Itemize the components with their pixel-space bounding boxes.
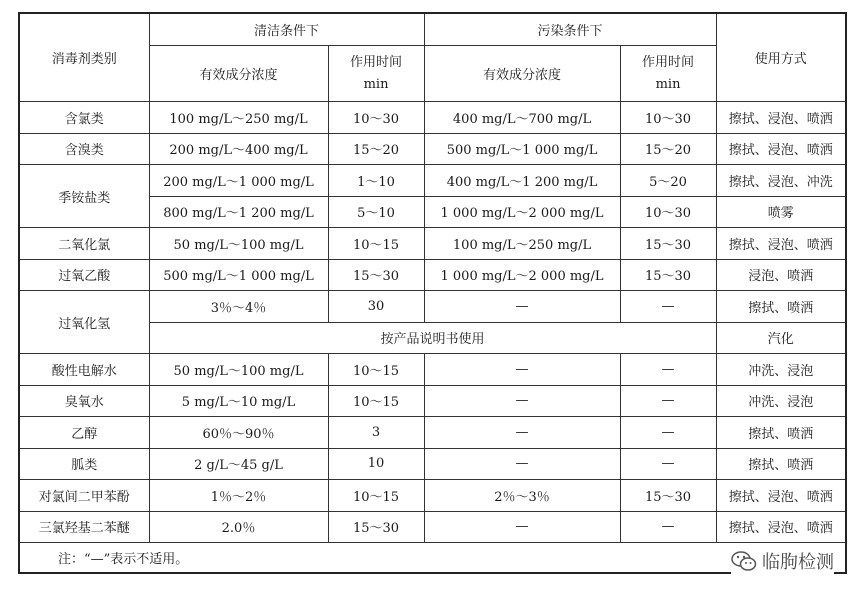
cell-time-clean: 1～10 (328, 165, 424, 197)
cell-conc-dirty: 1 000 mg/L～2 000 mg/L (424, 196, 620, 228)
cell-time-dirty: 10～30 (620, 196, 716, 228)
cell-conc-dirty: 1 000 mg/L～2 000 mg/L (424, 259, 620, 291)
cell-product-instructions: 按产品说明书使用 (149, 322, 716, 354)
cell-time-dirty: 15～30 (620, 228, 716, 260)
header-time-clean: 作用时间 min (328, 46, 424, 102)
table-row (19, 417, 846, 449)
cell-conc-clean: 200 mg/L～400 mg/L (149, 133, 328, 165)
cell-name: 含氯类 (19, 102, 149, 134)
cell-time-dirty: 10～30 (620, 102, 716, 134)
cell-time-clean: 10～15 (328, 385, 424, 417)
cell-time-clean: 3 (328, 417, 424, 449)
cell-name: 对氯间二甲苯酚 (19, 480, 149, 512)
cell-conc-clean: 50 mg/L～100 mg/L (149, 354, 328, 386)
cell-conc-dirty: 500 mg/L～1 000 mg/L (424, 133, 620, 165)
header-conc-clean: 有效成分浓度 (149, 46, 328, 102)
cell-time-dirty: 15～30 (620, 480, 716, 512)
cell-method: 擦拭、浸泡、喷洒 (716, 228, 846, 260)
cell-conc-clean: 500 mg/L～1 000 mg/L (149, 259, 328, 291)
cell-method: 擦拭、浸泡、喷洒 (716, 511, 846, 543)
cell-conc-clean: 1％～2％ (149, 480, 328, 512)
cell-name: 过氧乙酸 (19, 259, 149, 291)
cell-conc-clean: 3％～4％ (149, 291, 328, 323)
cell-conc-clean: 800 mg/L～1 200 mg/L (149, 196, 328, 228)
cell-conc-clean: 100 mg/L～250 mg/L (149, 102, 328, 134)
table-row (19, 511, 846, 543)
cell-conc-dirty: 400 mg/L～1 200 mg/L (424, 165, 620, 197)
cell-conc-clean: 50 mg/L～100 mg/L (149, 228, 328, 260)
cell-method: 擦拭、浸泡、冲洗 (716, 165, 846, 197)
cell-time-dirty: — (620, 354, 716, 386)
cell-conc-dirty: — (424, 385, 620, 417)
cell-time-dirty: 5～20 (620, 165, 716, 197)
cell-time-clean: 15～30 (328, 259, 424, 291)
cell-conc-dirty: — (424, 291, 620, 323)
disinfectant-table (18, 12, 847, 574)
wechat-icon (731, 550, 757, 572)
watermark-logo (731, 548, 834, 574)
cell-name: 二氧化氯 (19, 228, 149, 260)
cell-time-dirty: — (620, 448, 716, 480)
cell-conc-clean: 200 mg/L～1 000 mg/L (149, 165, 328, 197)
cell-time-dirty: 15～30 (620, 259, 716, 291)
cell-method: 擦拭、喷洒 (716, 291, 846, 323)
cell-name: 过氧化氢 (19, 291, 149, 354)
cell-name: 三氯羟基二苯醚 (19, 511, 149, 543)
cell-conc-clean: 5 mg/L～10 mg/L (149, 385, 328, 417)
cell-conc-dirty: 100 mg/L～250 mg/L (424, 228, 620, 260)
table-row (19, 354, 846, 386)
table-row (19, 448, 846, 480)
table-row (19, 259, 846, 291)
header-time-dirty: 作用时间 min (620, 46, 716, 102)
header-conc-dirty: 有效成分浓度 (424, 46, 620, 102)
cell-method: 擦拭、浸泡、喷洒 (716, 133, 846, 165)
cell-name: 含溴类 (19, 133, 149, 165)
cell-time-dirty: — (620, 511, 716, 543)
table-row (19, 102, 846, 134)
cell-method: 擦拭、喷洒 (716, 417, 846, 449)
cell-method: 擦拭、浸泡、喷洒 (716, 480, 846, 512)
cell-time-clean: 10～30 (328, 102, 424, 134)
cell-time-clean: 5～10 (328, 196, 424, 228)
table-note: 注：“—”表示不适用。 (19, 543, 846, 574)
header-category: 消毒剂类别 (19, 13, 149, 102)
table-row (19, 165, 846, 197)
cell-conc-clean: 60％～90％ (149, 417, 328, 449)
cell-method: 汽化 (716, 322, 846, 354)
cell-time-clean: 10～15 (328, 480, 424, 512)
cell-name: 臭氧水 (19, 385, 149, 417)
cell-method: 擦拭、喷洒 (716, 448, 846, 480)
table-row (19, 228, 846, 260)
cell-time-dirty: — (620, 385, 716, 417)
cell-method: 冲洗、浸泡 (716, 385, 846, 417)
header-method: 使用方式 (716, 13, 846, 102)
table-row (19, 480, 846, 512)
cell-name: 胍类 (19, 448, 149, 480)
cell-time-clean: 10～15 (328, 228, 424, 260)
cell-method: 浸泡、喷洒 (716, 259, 846, 291)
watermark-text: 临朐检测 (762, 552, 834, 573)
cell-conc-dirty: — (424, 448, 620, 480)
cell-conc-dirty: — (424, 511, 620, 543)
table-row (19, 133, 846, 165)
cell-conc-clean: 2 g/L～45 g/L (149, 448, 328, 480)
cell-name: 酸性电解水 (19, 354, 149, 386)
cell-name: 乙醇 (19, 417, 149, 449)
cell-time-clean: 15～20 (328, 133, 424, 165)
cell-method: 擦拭、浸泡、喷洒 (716, 102, 846, 134)
cell-time-clean: 10～15 (328, 354, 424, 386)
cell-conc-dirty: — (424, 417, 620, 449)
cell-time-dirty: — (620, 417, 716, 449)
cell-time-clean: 30 (328, 291, 424, 323)
cell-conc-clean: 2.0％ (149, 511, 328, 543)
cell-method: 冲洗、浸泡 (716, 354, 846, 386)
cell-conc-dirty: 400 mg/L～700 mg/L (424, 102, 620, 134)
table-row (19, 291, 846, 323)
cell-name: 季铵盐类 (19, 165, 149, 228)
header-clean: 清洁条件下 (149, 13, 424, 46)
table-row (19, 385, 846, 417)
cell-method: 喷雾 (716, 196, 846, 228)
cell-conc-dirty: 2％～3％ (424, 480, 620, 512)
header-dirty: 污染条件下 (424, 13, 716, 46)
cell-time-dirty: 15～20 (620, 133, 716, 165)
cell-conc-dirty: — (424, 354, 620, 386)
cell-time-clean: 10 (328, 448, 424, 480)
cell-time-dirty: — (620, 291, 716, 323)
cell-time-clean: 15～30 (328, 511, 424, 543)
